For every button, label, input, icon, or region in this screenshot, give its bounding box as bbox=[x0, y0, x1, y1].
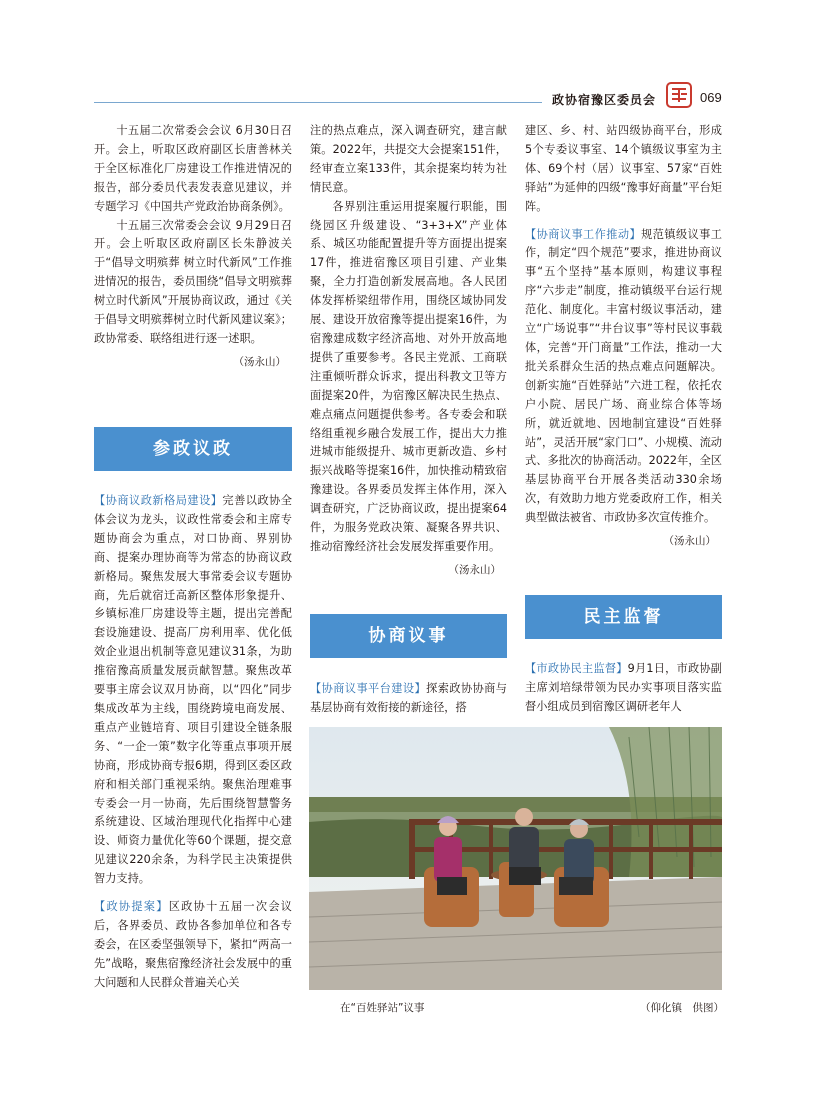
paragraph: 【协商议事工作推动】规范镇级议事工作，制定“四个规范”要求，推进协商议事“五个坚持”基本原则，构建议事程序“六步走”制度，推动镇级平台运行规范化、制度化。丰富村级议事活动，建立“广场说事”“井台议事”等村民议事载体，完善“开门商量”工作法，推动一大批关系群众生活的热点难点问题解决。创新实施“百姓驿站”六进工程，依托农户小院、居民广场、商业综合体等场所，就近就地、因地制宜建设“百姓驿站”，灵活开展“家门口”、小规模、流动式、多批次的协商活动。2022年，全区基层协商平台开展各类活动330余场次，有效助力地方党委政府工作，相关典型做法被省、市政协多次宣传推介。 bbox=[525, 227, 722, 525]
author-signature: （汤永山） bbox=[448, 563, 501, 576]
paragraph: 【市政协民主监督】9月1日，市政协副主席刘培绿带领为民办实事项目落实监督小组成员到宿豫区调研老年人 bbox=[525, 662, 722, 713]
column-3 bbox=[525, 122, 722, 557]
header-rule bbox=[94, 102, 542, 103]
column-3-lower bbox=[525, 660, 722, 717]
paragraph: 【政协提案】区政协十五届一次会议后，各界委员、政协各参加单位和各专委会，在区委坚强领导下，紧扣“两高一先”战略，聚焦宿豫经济社会发展中的重大问题和人民群众普遍关心关 bbox=[94, 900, 292, 989]
page-number: 069 bbox=[700, 90, 722, 105]
photo-illustration bbox=[309, 727, 722, 990]
section-tag: 【政协提案】 bbox=[94, 900, 169, 914]
section-tag: 【市政协民主监督】 bbox=[525, 662, 628, 675]
column-2 bbox=[310, 122, 507, 586]
seal-logo-icon bbox=[666, 82, 692, 108]
section-banner-mzjd: 民主监督 bbox=[525, 595, 722, 639]
paragraph: 十五届三次常委会会议 9月29日召开。会上听取区政府副区长朱静波关于“倡导文明殡葬 树立时代新风”工作推进情况的报告，委员围绕“倡导文明殡葬 树立时代新风”开展协商议政，通过《关于倡导文明殡葬树立时代新风建议案》；政协常委、联络组进行逐一述职。 bbox=[94, 218, 292, 345]
header-title: 政协宿豫区委员会 bbox=[552, 93, 657, 107]
paragraph: 各界别注重运用提案履行职能，围绕园区升级建设、“3+3+X”产业体系、城区功能配置提升等方面提出提案17件，推进宿豫区项目引建、产业集聚，全力打造创新发展高地。各人民团体发挥桥梁纽带作用，围绕区域协同发展、建设开放宿豫等提出提案16件，为宿豫建成数字经济高地、对外开放高地提供了重要参考。各民主党派、工商联注重倾听群众诉求，提出科教文卫等方面提案20件，为宿豫区解决民生热点、难点痛点问题提供参考。各专委会和联络组重视乡融合发展工作，提出大力推进城市能级提升、城市更新改造、乡村振兴战略等提案16件，加快推动精致宿豫建设。各界委员发挥主体作用，深入调查研究，广泛协商议政，提出提案64件，为服务党政决策、凝聚各界共识、推动宿豫经济社会发展发挥重要作用。 bbox=[310, 199, 507, 553]
photo-baixing-station bbox=[309, 727, 722, 990]
section-tag: 【协商议政新格局建设】 bbox=[94, 494, 223, 507]
section-banner-cyzz: 参政议政 bbox=[94, 427, 292, 471]
paragraph: 【协商议事平台建设】探索政协协商与基层协商有效衔接的新途径，搭 bbox=[310, 682, 507, 714]
photo-caption: 在“百姓驿站”议事 bbox=[340, 1002, 425, 1014]
photo-credit: （仰化镇 供图） bbox=[640, 1002, 724, 1014]
author-signature: （汤永山） bbox=[663, 535, 716, 548]
paragraph: 【协商议政新格局建设】完善以政协全体会议为龙头，议政性常委会和主席专题协商会为重点，对口协商、界别协商、提案办理协商等为常态的协商议政新格局。聚焦发展大事常委会议专题协商，先后就宿迁高新区整体形象提升、乡镇标准厂房建设等主题，提出完善配套设施建设、提高厂房利用率、优化低效企业退出机制等意见建议31条，为助推宿豫高质量发展贡献智慧。聚焦改革要事主席会议双月协商，以“四化”同步集成改革为主线，围绕跨境电商发展、重点产业链培育、项目引建设全链条服务、“一企一策”数字化等重点事项开展协商，形成协商专报6期，得到区委区政府和相关部门重视采纳。聚焦治理难事专委会一月一协商，先后围绕智慧警务系统建设、区域治理现代化指挥中心建设、师资力量优化等60个课题，提交意见建议220余条，为科学民主决策提供智力支持。 bbox=[94, 494, 292, 886]
paragraph: 建区、乡、村、站四级协商平台，形成5个专委议事室、14个镇级议事室为主体、69个村（居）议事室、57家“百姓驿站”为延伸的四级“豫事好商量”平台矩阵。 bbox=[525, 124, 722, 213]
section-banner-xsys: 协商议事 bbox=[310, 614, 507, 658]
section-tag: 【协商议事工作推动】 bbox=[525, 227, 642, 241]
paragraph: 注的热点难点，深入调查研究，建言献策。2022年，共提交大会提案151件，经审查立案133件，其余提案均转为社情民意。 bbox=[310, 124, 507, 194]
column-1 bbox=[94, 122, 292, 378]
paragraph: 十五届二次常委会会议 6月30日召开。会上，听取区政府副区长唐善林关于全区标准化厂房建设工作推进情况的报告，部分委员代表发表意见建议，并专题学习《中国共产党政治协商条例》。 bbox=[94, 124, 292, 213]
author-signature: （汤永山） bbox=[233, 355, 286, 368]
column-2-lower bbox=[310, 680, 507, 718]
section-tag: 【协商议事平台建设】 bbox=[310, 682, 427, 695]
column-1-lower bbox=[94, 492, 292, 993]
